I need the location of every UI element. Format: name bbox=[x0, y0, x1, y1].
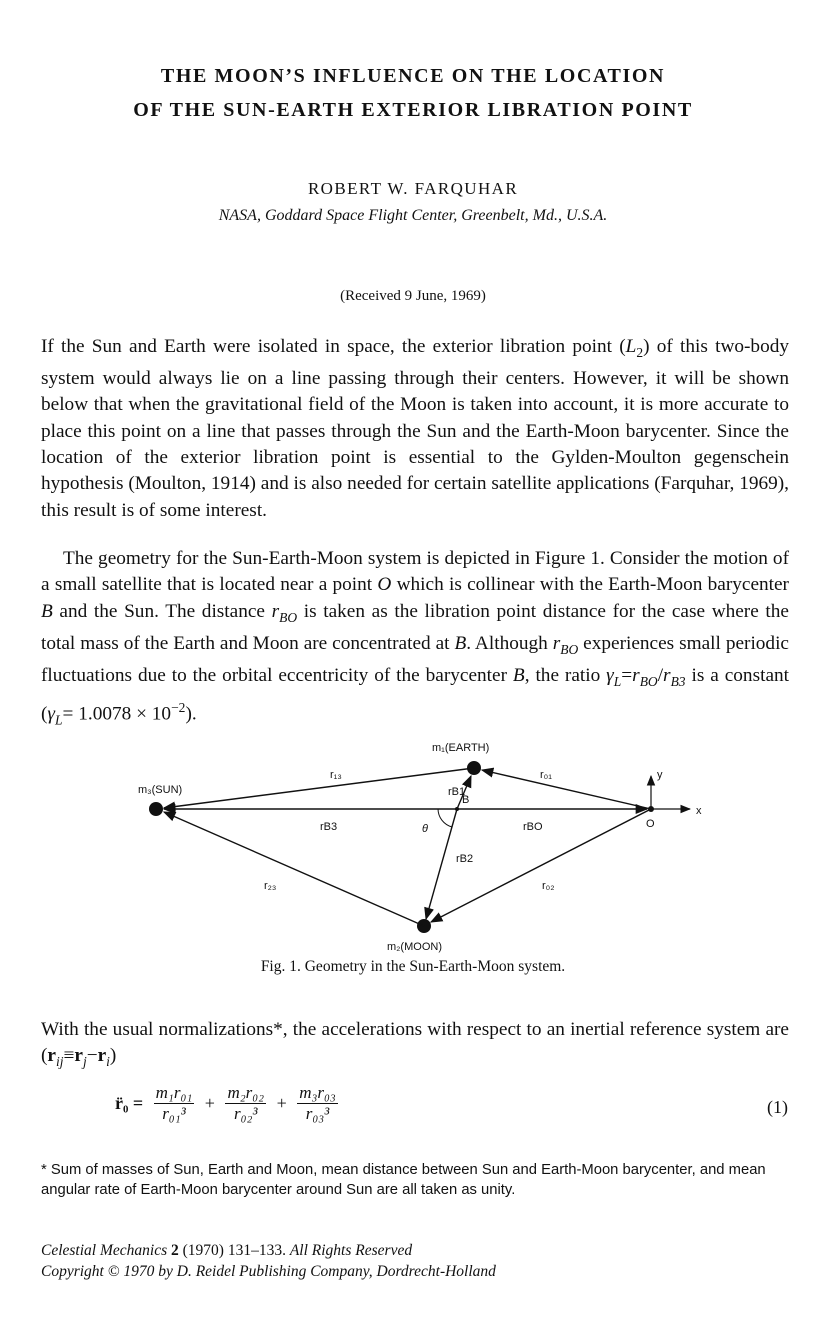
theta-arc bbox=[438, 809, 452, 827]
fraction-term-2: $\frac{\text{m₂r₀₂}}{\text{r₀₂³}}$ bbox=[227, 1083, 265, 1123]
label-y-axis: y bbox=[657, 769, 663, 781]
vector-r23 bbox=[164, 812, 424, 926]
paragraph-introduction: If the Sun and Earth were isolated in space, the exterior libration point $(L_2)$ of this two-body system would always lie on a line passing through their centers. However, it will be shown below that when the gravitational field of the Moon is taken into account, it is more accurate to place this point on a line that passes through the Sun and the Earth-Moon barycenter. Since the location of the exterior libration point is essential to the Gylden-Moulton gegenschein hypothesis (Moulton, 1914) and is also needed for certain satellite applications (Farquhar, 1969), this result is of some interest. bbox=[41, 336, 789, 521]
vector-rB2 bbox=[426, 809, 457, 919]
label-moon: m₂(MOON) bbox=[387, 941, 442, 953]
equation-lhs: r̈₀ = bbox=[115, 1093, 144, 1113]
paragraph-normalizations: With the usual normalizations*, the accelerations with respect to an inertial reference system are $(r_{ij}\equiv r_j-r_i)$ bbox=[41, 1019, 789, 1070]
journal-copyright: Copyright © 1970 by D. Reidel Publishing Company, Dordrecht-Holland bbox=[41, 1263, 496, 1280]
journal-name: Celestial Mechanics bbox=[41, 1242, 168, 1259]
label-rBO: rBO bbox=[523, 821, 543, 833]
label-B: B bbox=[462, 794, 470, 806]
figure-1-diagram bbox=[130, 738, 710, 954]
equation-number: (1) bbox=[767, 1097, 788, 1117]
label-sun: m₃(SUN) bbox=[138, 784, 183, 796]
vector-r01 bbox=[482, 770, 651, 809]
equation-1: r̈₀ = $\frac{\text{m₁r₀₁}}{\text{r₀₁³}}$ + $\frac{\text{m₂r₀₂}}{\text{r₀₂³}}$ + $\frac{\text{m₃r₀₃}}{\text{r₀₃³}}$ bbox=[115, 1083, 336, 1123]
journal-pages: (1970) 131–133. bbox=[182, 1242, 286, 1259]
label-rB3: rB3 bbox=[320, 821, 338, 833]
sun-body bbox=[149, 802, 163, 816]
fraction-term-3: $\frac{\text{m₃r₀₃}}{\text{r₀₃³}}$ bbox=[299, 1083, 336, 1123]
paragraph-geometry: The geometry for the Sun-Earth-Moon system is depicted in Figure 1. Consider the motion of a small satellite that is located near a point O which is collinear with the Earth-Moon barycenter B and the Sun. The distance $r_{BO}$ is taken as the libration point distance for the case where the total mass of the Earth and Moon are concentrated at B. Although $r_{BO}$ experiences small periodic fluctuations due to the orbital eccentricity of the barycenter B, the ratio $\gamma_L=r_{BO}/r_{B3}$ is a constant $(\gamma_L= 1.0078 \times 10^{-2})$. bbox=[41, 548, 789, 728]
fraction-term-1: $\frac{\text{m₁r₀₁}}{\text{r₀₁³}}$ bbox=[155, 1083, 193, 1123]
label-rB2: rB2 bbox=[456, 853, 474, 865]
vector-r13 bbox=[164, 768, 474, 808]
title-line-2: OF THE SUN-EARTH EXTERIOR LIBRATION POINT bbox=[133, 99, 693, 121]
received-date: (Received 9 June, 1969) bbox=[340, 288, 486, 304]
author-affiliation: NASA, Goddard Space Flight Center, Greenbelt, Md., U.S.A. bbox=[218, 207, 608, 224]
author-name: ROBERT W. FARQUHAR bbox=[307, 179, 519, 198]
journal-volume: 2 bbox=[171, 1242, 179, 1259]
figure-caption: Fig. 1. Geometry in the Sun-Earth-Moon system. bbox=[260, 958, 566, 975]
label-r23: r₂₃ bbox=[264, 880, 277, 892]
label-r02: r₀₂ bbox=[542, 880, 555, 892]
label-rB1: rB1 bbox=[448, 786, 466, 798]
footnote: * Sum of masses of Sun, Earth and Moon, mean distance between Sun and Earth-Moon barycenter, and mean angular rate of Earth-Moon barycenter around Sun are all taken as unity. bbox=[41, 1162, 766, 1198]
label-earth: m₁(EARTH) bbox=[432, 742, 490, 754]
label-O: O bbox=[646, 818, 655, 830]
label-x-axis: x bbox=[696, 805, 702, 817]
label-r01: r₀₁ bbox=[540, 769, 552, 781]
journal-rights: All Rights Reserved bbox=[289, 1242, 413, 1259]
label-r13: r₁₃ bbox=[330, 769, 342, 781]
title-line-1: THE MOON’S INFLUENCE ON THE LOCATION bbox=[160, 65, 666, 87]
label-theta: θ bbox=[422, 823, 428, 835]
journal-info bbox=[41, 1240, 496, 1282]
